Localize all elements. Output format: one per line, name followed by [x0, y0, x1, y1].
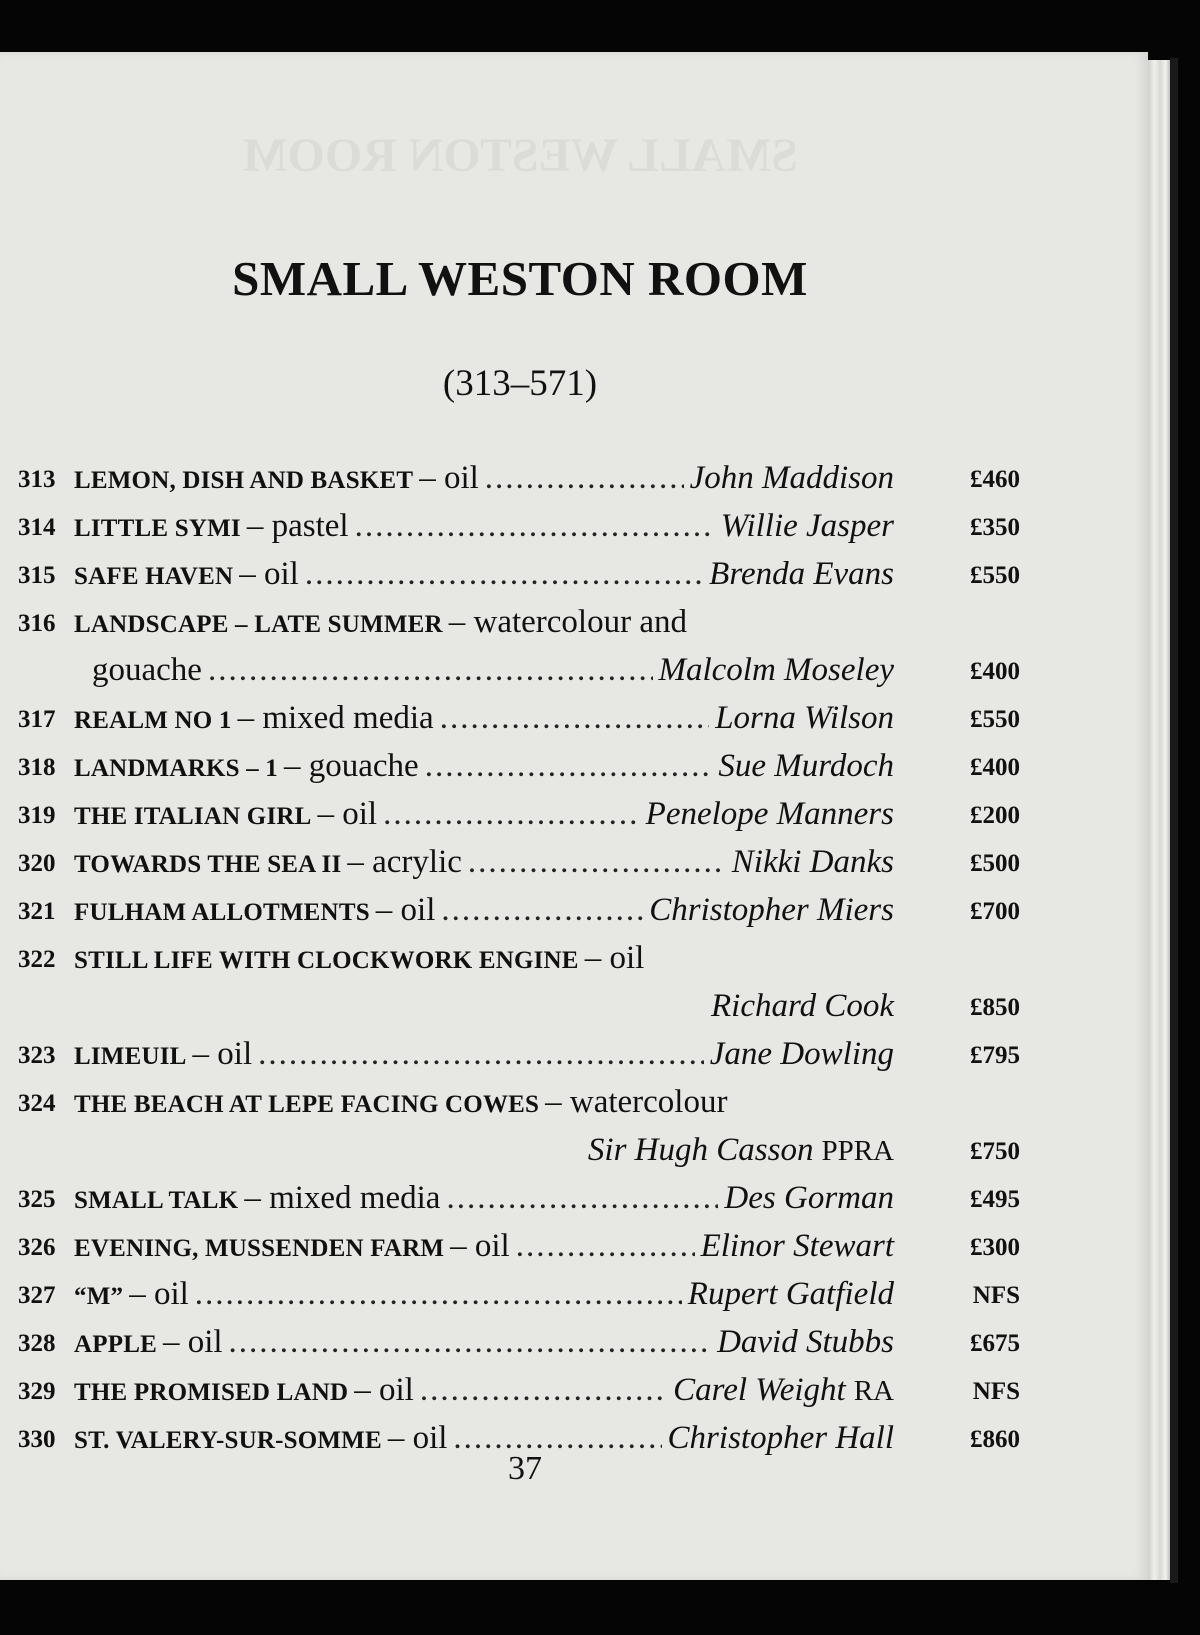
catalogue-range: (313–571) — [442, 363, 598, 404]
leader-dots — [355, 508, 715, 545]
entry-price: NFS — [972, 1282, 1020, 1309]
entry-price: £460 — [970, 466, 1020, 493]
entry-title: THE ITALIAN GIRL — [74, 803, 312, 830]
entry-artist: Christopher Hall — [667, 1420, 894, 1456]
catalogue-entry — [18, 1180, 1020, 1228]
entry-medium: – oil — [192, 1036, 253, 1072]
entry-medium: – watercolour — [545, 1084, 728, 1120]
leader-dots — [441, 892, 643, 929]
entry-title: LIMEUIL — [74, 1043, 187, 1070]
entry-medium: – oil — [387, 1420, 448, 1456]
catalogue-entry — [18, 460, 1020, 508]
entry-price: £400 — [970, 754, 1020, 781]
leader-dots — [446, 1180, 718, 1217]
entry-title: SMALL TALK — [74, 1187, 239, 1214]
entry-medium: – mixed media — [244, 1180, 441, 1216]
entry-number: 328 — [18, 1330, 56, 1357]
entry-medium: – oil — [584, 940, 645, 976]
entry-number: 314 — [18, 514, 56, 541]
entry-artist: Rupert Gatfield — [687, 1276, 894, 1312]
catalogue-entry — [18, 1084, 1020, 1180]
entry-artist: Elinor Stewart — [700, 1228, 894, 1264]
entry-title: ST. VALERY-SUR-SOMME — [74, 1427, 382, 1454]
entry-title: REALM NO 1 — [74, 707, 232, 734]
entry-title: THE PROMISED LAND — [74, 1379, 349, 1406]
catalogue-entry — [18, 796, 1020, 844]
entry-title: FULHAM ALLOTMENTS — [74, 899, 370, 926]
entry-artist: Sir Hugh Casson — [587, 1132, 814, 1168]
entry-artist: Nikki Danks — [731, 844, 894, 880]
catalogue-list — [18, 460, 1020, 1468]
entry-number: 313 — [18, 466, 56, 493]
entry-title: STILL LIFE WITH CLOCKWORK ENGINE — [74, 947, 579, 974]
entry-medium: – oil — [450, 1228, 510, 1264]
entry-price: £750 — [970, 1138, 1020, 1165]
catalogue-entry — [18, 604, 1020, 700]
leader-dots — [258, 1036, 704, 1073]
entry-artist: Brenda Evans — [709, 556, 894, 592]
entry-number: 330 — [18, 1426, 56, 1453]
entry-price: £300 — [970, 1234, 1020, 1261]
entry-title: TOWARDS THE SEA II — [74, 851, 342, 878]
catalogue-entry — [18, 556, 1020, 604]
entry-medium: – mixed media — [237, 700, 434, 736]
entry-title: LANDSCAPE – LATE SUMMER — [74, 611, 443, 638]
leader-dots — [195, 1276, 682, 1313]
catalogue-entry — [18, 844, 1020, 892]
entry-medium: – oil — [162, 1324, 223, 1360]
entry-medium: – acrylic — [347, 844, 462, 880]
entry-medium: – pastel — [246, 508, 349, 544]
entry-price: £350 — [970, 514, 1020, 541]
entry-price: £400 — [970, 658, 1020, 685]
show-through-text: SMALL WESTON ROOM — [242, 129, 798, 182]
entry-medium: – watercolour and — [448, 604, 687, 640]
entry-artist: David Stubbs — [717, 1324, 894, 1360]
entry-number: 326 — [18, 1234, 56, 1261]
entry-number: 323 — [18, 1042, 56, 1069]
leader-dots — [383, 796, 640, 833]
entry-title: “M” — [74, 1283, 124, 1310]
entry-price: £500 — [970, 850, 1020, 877]
page-stack-edge — [1148, 60, 1170, 1580]
entry-price: £495 — [970, 1186, 1020, 1213]
entry-price: £700 — [970, 898, 1020, 925]
entry-price: £860 — [970, 1426, 1020, 1453]
entry-number: 315 — [18, 562, 56, 589]
entry-number: 318 — [18, 754, 56, 781]
entry-title: LEMON, DISH AND BASKET — [74, 467, 414, 494]
entry-price: NFS — [972, 1378, 1020, 1405]
catalogue-entry — [18, 1228, 1020, 1276]
entry-medium: – oil — [317, 796, 378, 832]
artist-honours: PPRA — [821, 1135, 894, 1167]
page-edge-shadow — [1170, 58, 1178, 1583]
catalogue-entry — [18, 700, 1020, 748]
catalogue-entry — [18, 1036, 1020, 1084]
entry-artist: Des Gorman — [724, 1180, 894, 1216]
catalogue-entry — [18, 1276, 1020, 1324]
entry-price: £850 — [970, 994, 1020, 1021]
catalogue-entry — [18, 508, 1020, 556]
entry-artist: Richard Cook — [711, 988, 894, 1024]
leader-dots — [229, 1324, 712, 1361]
entry-title: SAFE HAVEN — [74, 563, 234, 590]
entry-number: 316 — [18, 610, 56, 637]
leader-dots — [425, 748, 713, 785]
entry-title: APPLE — [74, 1331, 157, 1358]
entry-artist: Penelope Manners — [645, 796, 894, 832]
entry-number: 319 — [18, 802, 56, 829]
entry-price: £795 — [970, 1042, 1020, 1069]
entry-number: 322 — [18, 946, 56, 973]
entry-artist: Lorna Wilson — [715, 700, 894, 736]
entry-medium: – gouache — [284, 748, 419, 784]
page-number: 37 — [508, 1450, 542, 1487]
entry-artist: Carel Weight — [673, 1372, 846, 1408]
entry-medium: – oil — [375, 892, 436, 928]
entry-number: 317 — [18, 706, 56, 733]
entry-number: 320 — [18, 850, 56, 877]
entry-artist: Jane Dowling — [709, 1036, 894, 1072]
leader-dots — [420, 1372, 667, 1409]
entry-price: £550 — [970, 706, 1020, 733]
artist-honours: RA — [853, 1375, 894, 1407]
leader-dots — [516, 1228, 695, 1265]
leader-dots — [208, 652, 653, 689]
entry-artist: Christopher Miers — [649, 892, 894, 928]
page-title: SMALL WESTON ROOM — [232, 251, 808, 306]
entry-number: 325 — [18, 1186, 56, 1213]
entry-artist: Malcolm Moseley — [658, 652, 894, 688]
entry-title: LANDMARKS – 1 — [74, 755, 278, 782]
leader-dots — [485, 460, 684, 497]
entry-price: £550 — [970, 562, 1020, 589]
entry-number: 327 — [18, 1282, 56, 1309]
entry-price: £675 — [970, 1330, 1020, 1357]
leader-dots — [305, 556, 703, 593]
entry-number: 324 — [18, 1090, 56, 1117]
entry-number: 329 — [18, 1378, 56, 1405]
entry-medium: – oil — [419, 460, 479, 496]
catalogue-entry — [18, 748, 1020, 796]
catalogue-entry — [18, 1372, 1020, 1420]
entry-title: EVENING, MUSSENDEN FARM — [74, 1235, 445, 1262]
entry-medium-continued: gouache — [92, 652, 202, 688]
catalogue-entry — [18, 892, 1020, 940]
entry-artist: Willie Jasper — [720, 508, 894, 544]
entry-medium: – oil — [129, 1276, 189, 1312]
entry-title: THE BEACH AT LEPE FACING COWES — [74, 1091, 540, 1118]
catalogue-entry — [18, 1324, 1020, 1372]
entry-title: LITTLE SYMI — [74, 515, 241, 542]
leader-dots — [468, 844, 726, 881]
entry-medium: – oil — [354, 1372, 414, 1408]
entry-artist: Sue Murdoch — [718, 748, 894, 784]
catalogue-entry — [18, 940, 1020, 1036]
leader-dots — [440, 700, 710, 737]
entry-price: £200 — [970, 802, 1020, 829]
entry-number: 321 — [18, 898, 56, 925]
entry-medium: – oil — [239, 556, 299, 592]
entry-artist: John Maddison — [689, 460, 894, 496]
